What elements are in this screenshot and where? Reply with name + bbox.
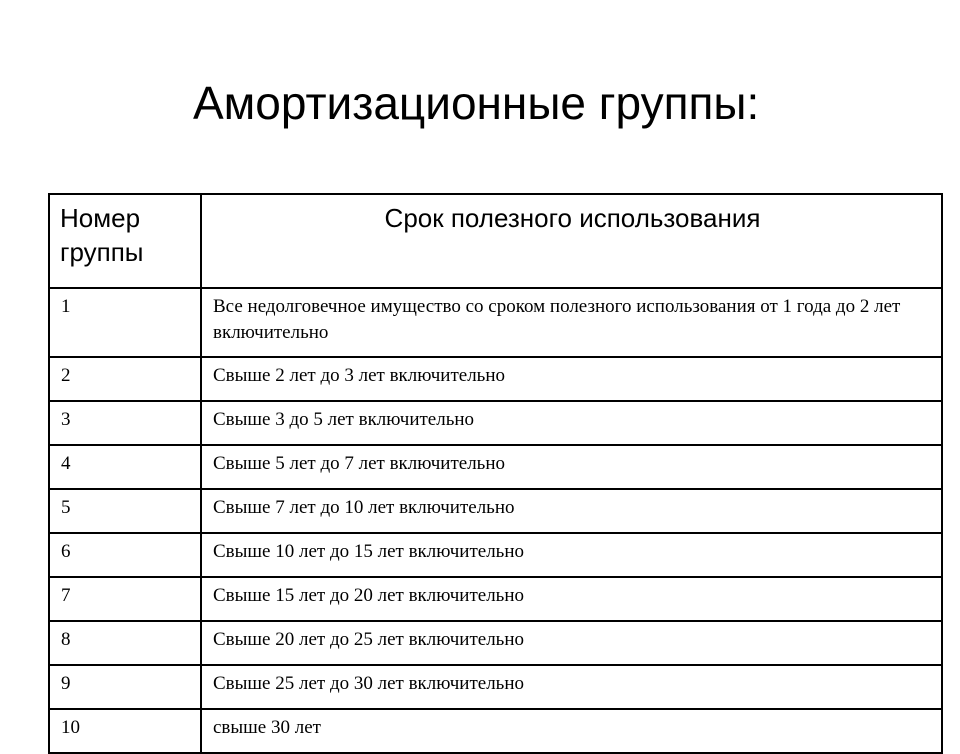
amortization-groups-table <box>48 193 943 754</box>
group-number-cell: 4 <box>49 445 201 489</box>
table-row <box>49 709 942 753</box>
useful-life-cell: Свыше 3 до 5 лет включительно <box>201 401 942 445</box>
useful-life-cell: Свыше 20 лет до 25 лет включительно <box>201 621 942 665</box>
header-group-number: Номер группы <box>49 194 201 288</box>
table-row <box>49 533 942 577</box>
group-number-cell: 1 <box>49 288 201 357</box>
table-row <box>49 665 942 709</box>
useful-life-cell: Все недолговечное имущество со сроком полезного использования от 1 года до 2 лет включительно <box>201 288 942 357</box>
group-number-cell: 5 <box>49 489 201 533</box>
group-number-cell: 9 <box>49 665 201 709</box>
group-number-cell: 7 <box>49 577 201 621</box>
useful-life-cell: Свыше 10 лет до 15 лет включительно <box>201 533 942 577</box>
table-row <box>49 489 942 533</box>
useful-life-cell: свыше 30 лет <box>201 709 942 753</box>
table-row <box>49 401 942 445</box>
group-number-cell: 3 <box>49 401 201 445</box>
table-row <box>49 357 942 401</box>
useful-life-cell: Свыше 5 лет до 7 лет включительно <box>201 445 942 489</box>
table-header-row <box>49 194 942 288</box>
table-row <box>49 577 942 621</box>
table-row <box>49 445 942 489</box>
useful-life-cell: Свыше 15 лет до 20 лет включительно <box>201 577 942 621</box>
slide-title: Амортизационные группы: <box>193 77 760 129</box>
header-useful-life: Срок полезного использования <box>201 194 942 288</box>
table-row <box>49 288 942 357</box>
table-row <box>49 621 942 665</box>
group-number-cell: 2 <box>49 357 201 401</box>
group-number-cell: 6 <box>49 533 201 577</box>
group-number-cell: 8 <box>49 621 201 665</box>
useful-life-cell: Свыше 2 лет до 3 лет включительно <box>201 357 942 401</box>
useful-life-cell: Свыше 25 лет до 30 лет включительно <box>201 665 942 709</box>
group-number-cell: 10 <box>49 709 201 753</box>
useful-life-cell: Свыше 7 лет до 10 лет включительно <box>201 489 942 533</box>
